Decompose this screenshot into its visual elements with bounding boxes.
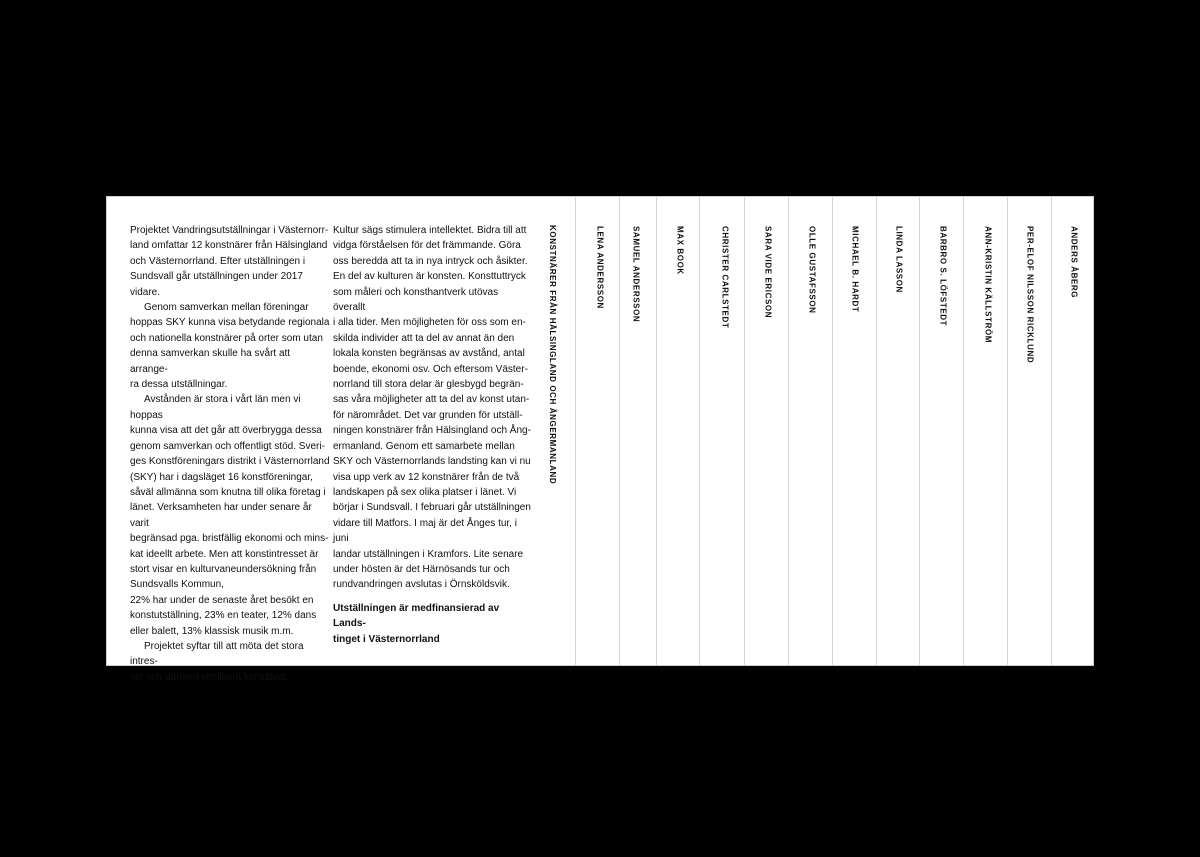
artist-name: MICHAEL B. HARDT — [850, 226, 860, 313]
intro-paragraph-4: Projektet syftar till att möta det stora intres- set och därmed vitalisera konstlivet. — [130, 640, 304, 683]
artist-name: SAMUEL ANDERSSON — [631, 226, 641, 323]
artist-panel-12 — [1051, 197, 1093, 665]
artist-panel-4 — [699, 197, 744, 665]
body-column — [333, 223, 531, 647]
body-paragraph: Kultur sägs stimulera intellektet. Bidra till att vidga förståelsen för det främmande. Göra oss beredda att ta in nya intryck och åsikter. En del av kulturen är konsten. Konsttuttryck som måleri och konsthantverk utövas överallt i alla tider. Men möjligheten för oss som en- skilda individer att ta del av annat än den lokala konsten begränsas av avstånd, antal boende, ekonomi osv. Och eftersom Väster- norrland till stora delar är glesbygd begrän- sas våra möjligheter att ta del av konst utan- för närområdet. Det var grunden för utställ- ningen konstnärer från Hälsingland och Ång- ermanland. Genom ett samarbete mellan SKY och Västernorrlands landsting kan vi nu visa upp verk av 12 konstnärer från de två landskapen på sex olika platser i länet. Vi börjar i Sundsvall. I februari går utställningen vidare till Matfors. I maj är det Ånges tur, i juni landar utställningen i Kramfors. Lite senare under hösten är det Härnösands tur och rundvandringen avslutas i Örnsköldsvik. — [333, 225, 531, 591]
artist-panel-2 — [619, 197, 656, 665]
intro-column — [130, 223, 330, 685]
intro-paragraph-1: Projektet Vandringsutställningar i Västernorr- land omfattar 12 konstnärer från Hälsingland och Västernorrland. Efter utställningen i Sundsvall går utställningen under 2017 vidare. — [130, 225, 329, 298]
vertical-title: KONSTNÄRER FRÅN HÄLSINGLAND OCH ÅNGERMANLAND — [548, 225, 557, 485]
artist-panel-3 — [656, 197, 699, 665]
artist-panel-11 — [1007, 197, 1051, 665]
artist-name: MAX BOOK — [675, 226, 685, 275]
artist-name: LINDA LASSON — [894, 226, 904, 293]
artist-name: BARBRO S. LÖFSTEDT — [938, 226, 948, 327]
artist-name: PER-ELOF NILSSON RICKLUND — [1025, 226, 1035, 364]
artist-name: LENA ANDERSSON — [595, 226, 605, 309]
artist-panel-9 — [919, 197, 963, 665]
artist-name: OLLE GUSTAFSSON — [807, 226, 817, 314]
intro-paragraph-3: Avstånden är stora i vårt län men vi hoppas kunna visa att det går att överbrygga dessa genom samverkan och offentligt stöd. Sveri- ges Konstföreningars distrikt i Västernorrland (SKY) har i dagsläget 16 konstföreningar, såväl allmänna som knutna till olika företag i länet. Verksamheten har under senare år varit begränsad pga. bristfällig ekonomi och mins- kat ideellt arbete. Men att konstintresset är stort visar en kulturvaneundersökning från Sundsvalls Kommun, 22% har under de senaste året besökt en konstutställning, 23% en teater, 12% dans eller balett, 13% klassisk musik m.m. — [130, 394, 330, 637]
artist-panel-1 — [575, 197, 619, 665]
intro-paragraph-2: Genom samverkan mellan föreningar hoppas SKY kunna visa betydande regionala och nationella konstnärer på orter som utan denna samverkan skulle ha svårt att arrange- ra dessa utställningar. — [130, 302, 330, 391]
artist-name: ANN-KRISTIN KÄLLSTRÖM — [983, 226, 993, 344]
funding-note: Utställningen är medfinansierad av Lands- tinget i Västernorrland — [333, 602, 500, 645]
artist-name: CHRISTER CARLSTEDT — [720, 226, 730, 329]
artist-name: ANDERS ÅBERG — [1069, 226, 1079, 299]
artist-panel-6 — [788, 197, 832, 665]
artist-panel-10 — [963, 197, 1007, 665]
document-sheet — [106, 196, 1094, 683]
artist-panel-5 — [744, 197, 788, 665]
artist-panel-8 — [876, 197, 919, 665]
artist-name: SARA VIDE ERICSON — [763, 226, 773, 319]
artist-panel-7 — [832, 197, 876, 665]
